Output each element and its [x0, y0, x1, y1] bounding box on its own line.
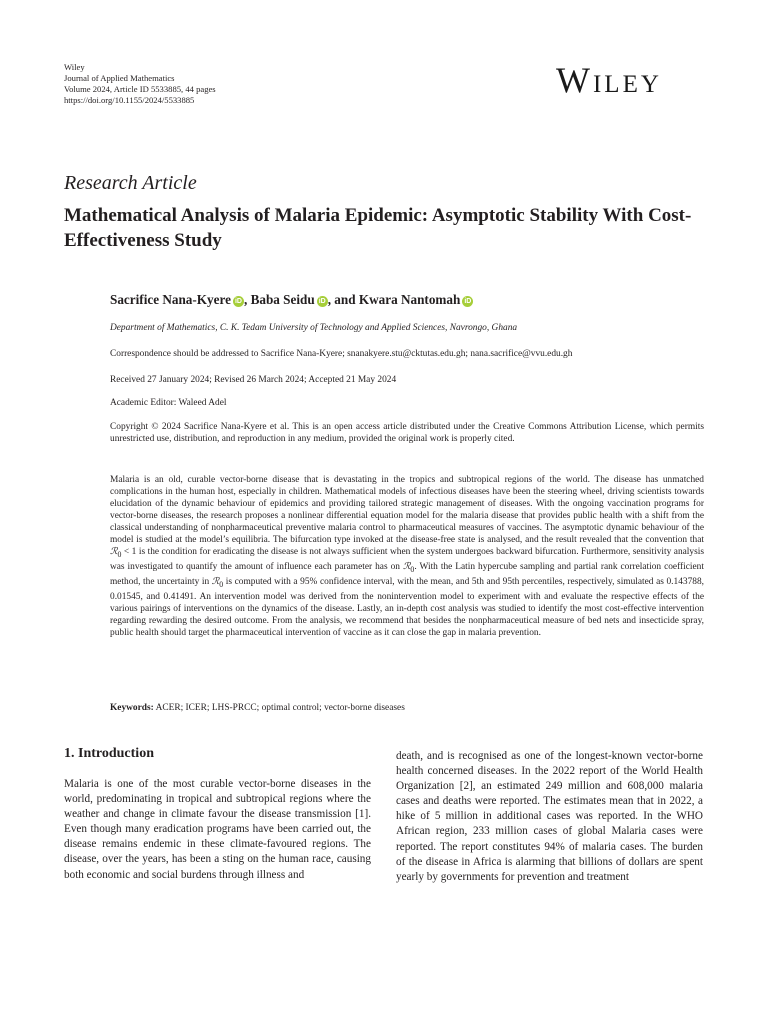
correspondence: Correspondence should be addressed to Sacrifice Nana-Kyere; snanakyere.stu@cktutas.edu.gh; nana.sacrifice@vvu.edu.gh	[110, 349, 573, 359]
abstract-text: Malaria is an old, curable vector-borne disease that is devastating in the tropics and subtropical regions of the world. The disease has unmatched complications in the human host, especially in children. Mathematical models of infectious diseases have been the steering wheel, driving scientists towards elucidation of the dynamic behaviour of epidemics and providing tailored strategic management of diseases. With the ongoing vaccination programs for vector-borne diseases, the research proposes a nonlinear differential equation model for the malaria disease that provides public health with a shift from the classical understanding of nonpharmaceutical preventive malaria control to pharmaceutical measures of vaccines. The asymptotic dynamic behaviour of the model is studied at the model’s equilibria. The bifurcation type invoked at the disease-free state is analysed, and the result revealed that the convention that	[110, 475, 704, 546]
body-column-right: death, and is recognised as one of the longest-known vector-borne health concerned diseases. In the 2022 report of the World Health Organization [2], an estimated 249 million and 608,000 malaria cases and deaths were reported. The estimates mean that in 2022, a hike of 5 million in additional cases was reported. In the WHO African region, 233 million cases of global Malaria cases were reported. The report constitutes 94% of malaria cases. The burden of the disease in Africa is alarming that billions of dollars are spent yearly by governments for prevention and treatment	[396, 750, 703, 883]
r0-symbol: ℛ	[110, 547, 118, 558]
publisher-name: Wiley	[64, 62, 85, 72]
r0-subscript: 0	[117, 550, 122, 560]
keywords-list: ACER; ICER; LHS-PRCC; optimal control; vector-borne diseases	[153, 703, 405, 713]
r0-subscript: 0	[219, 580, 224, 589]
author-name[interactable]: Sacrifice Nana-Kyere	[110, 292, 231, 307]
orcid-icon[interactable]: iD	[318, 298, 326, 305]
r0-symbol: ℛ	[402, 562, 411, 573]
author-separator: , and	[327, 292, 359, 307]
body-column-left: Malaria is one of the most curable vector-borne diseases in the world, predominating in tropical and subtropical regions where the weather and change in climate favour the disease transmission [1]. Even though many eradication programs have been carried out, the disease remains endemic in these climate-favoured regions. The disease, over the years, has been a sting on the human race, causing both economic and social burdens through illness and	[64, 778, 371, 881]
affiliation: Department of Mathematics, C. K. Tedam University of Technology and Applied Sciences, Navrongo, Ghana	[110, 323, 518, 333]
section-heading: 1. Introduction	[64, 746, 154, 761]
author-list	[110, 292, 473, 308]
r0-symbol: ℛ	[211, 577, 220, 588]
journal-name: Journal of Applied Mathematics	[64, 73, 175, 83]
wiley-logo: Wiley	[556, 60, 662, 100]
volume-info: Volume 2024, Article ID 5533885, 44 pages	[64, 84, 216, 94]
abstract-text: is computed with a 95% confidence interval, with the mean, and 5th and 95th percentiles, respectively, simulated as 0.143788, 0.01545, and 0.41491. An intervention model was derived from the nonintervention model to experiment with and evaluate the respective effects of the various pairings of interventions on the dynamics of the disease. Lastly, an in-depth cost analysis was studied to identify the most cost-effective intervention regarding rewarding the desired outcome. From the analysis, we recommend that besides the nonpharmaceutical measure of bed nets and insecticide spray, public health should target the pharmaceutical intervention of vaccine as it can close the gap in malaria prevention.	[110, 577, 704, 639]
orcid-icon[interactable]: iD	[234, 298, 242, 305]
abstract	[110, 474, 704, 639]
doi-link[interactable]: https://doi.org/10.1155/2024/5533885	[64, 95, 195, 105]
journal-meta	[64, 62, 216, 106]
keywords	[110, 702, 704, 714]
r0-subscript: 0	[410, 565, 415, 575]
received-dates: Received 27 January 2024; Revised 26 March 2024; Accepted 21 May 2024	[110, 375, 397, 385]
abstract-text: . With the Latin hypercube sampling and partial rank correlation coefficient method, the uncertainty in	[110, 562, 704, 588]
orcid-icon[interactable]: iD	[464, 298, 472, 305]
author-name[interactable]: Kwara Nantomah	[358, 292, 461, 307]
author-separator: ,	[243, 292, 251, 307]
academic-editor: Academic Editor: Waleed Adel	[110, 398, 227, 408]
article-type: Research Article	[64, 172, 197, 194]
author-name[interactable]: Baba Seidu	[250, 292, 315, 307]
abstract-text: < 1 is the condition for eradicating the disease is not always sufficient when the system undergoes backward bifurcation. Furthermore, sensitivity analysis was investigated to quantify the amount of influence each parameter has on	[110, 547, 704, 573]
keywords-label: Keywords:	[110, 703, 154, 713]
license-statement: Copyright © 2024 Sacrifice Nana-Kyere et al. This is an open access article distributed under the Creative Commons Attribution License, which permits unrestricted use, distribution, and reproduction in any medium, provided the original work is properly cited.	[110, 422, 704, 444]
article-title: Mathematical Analysis of Malaria Epidemic: Asymptotic Stability With Cost-Effectiveness Study	[64, 205, 692, 251]
